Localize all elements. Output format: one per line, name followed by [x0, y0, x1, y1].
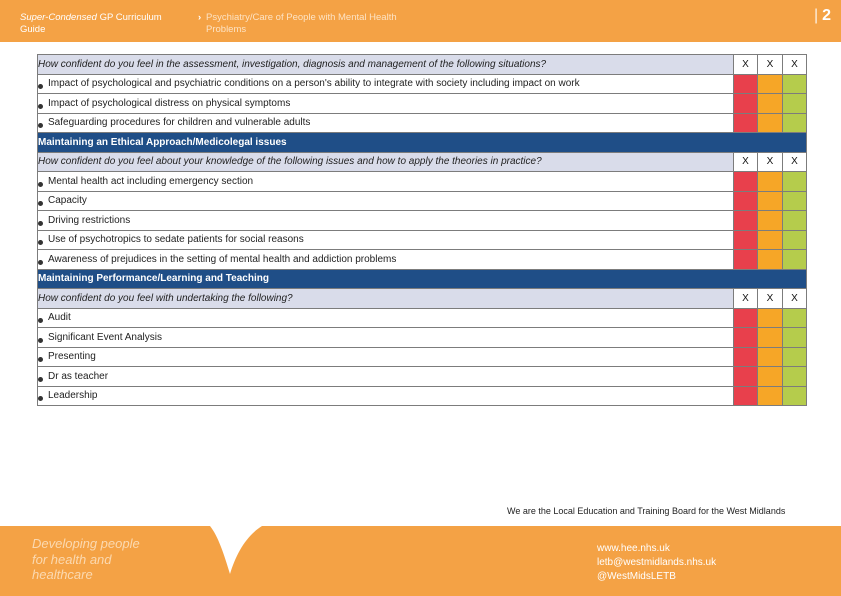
table-row — [38, 74, 807, 94]
red-rating-cell[interactable] — [734, 94, 758, 114]
item-label: Leadership — [48, 390, 98, 402]
question-text: How confident do you feel with undertaking the following? — [38, 289, 734, 309]
item-label: Audit — [48, 312, 71, 324]
green-rating-cell[interactable] — [783, 94, 807, 114]
table-row — [38, 113, 807, 133]
item-label: Safeguarding procedures for children and vulnerable adults — [48, 117, 311, 129]
red-rating-cell[interactable] — [734, 113, 758, 133]
table-row — [38, 211, 807, 231]
green-rating-cell[interactable] — [783, 172, 807, 192]
mark-amber-header: X — [758, 152, 783, 172]
table-row — [38, 191, 807, 211]
mark-amber-header: X — [758, 55, 783, 75]
mark-red-header: X — [734, 152, 758, 172]
amber-rating-cell[interactable] — [758, 94, 783, 114]
green-rating-cell[interactable] — [783, 386, 807, 406]
guide-title: Super-Condensed GP Curriculum Guide — [20, 12, 162, 35]
mark-green-header: X — [783, 55, 807, 75]
header-bar — [0, 0, 841, 42]
mark-green-header: X — [783, 152, 807, 172]
red-rating-cell[interactable] — [734, 347, 758, 367]
item-label: Capacity — [48, 195, 87, 207]
page-number: | 2 — [813, 7, 831, 24]
item-label: Presenting — [48, 351, 96, 363]
question-text: How confident do you feel in the assessment, investigation, diagnosis and management of the following situations? — [38, 55, 734, 75]
amber-rating-cell[interactable] — [758, 328, 783, 348]
bullet-icon — [38, 338, 43, 343]
amber-rating-cell[interactable] — [758, 367, 783, 387]
green-rating-cell[interactable] — [783, 74, 807, 94]
item-label: Impact of psychological and psychiatric conditions on a person's ability to integrate with society including impact on work — [48, 78, 580, 90]
table-row — [38, 250, 807, 270]
table-row — [38, 94, 807, 114]
red-rating-cell[interactable] — [734, 191, 758, 211]
item-label: Significant Event Analysis — [48, 331, 162, 343]
amber-rating-cell[interactable] — [758, 211, 783, 231]
letb-statement: We are the Local Education and Training Board for the West Midlands — [507, 506, 786, 516]
red-rating-cell[interactable] — [734, 172, 758, 192]
twitter-link[interactable]: @WestMidsLETB — [597, 571, 676, 582]
red-rating-cell[interactable] — [734, 211, 758, 231]
red-rating-cell[interactable] — [734, 328, 758, 348]
table-row — [38, 367, 807, 387]
table-row — [38, 308, 807, 328]
red-rating-cell[interactable] — [734, 308, 758, 328]
footer-slogan: Developing people for health and healthcare — [32, 536, 140, 582]
bullet-icon — [38, 201, 43, 206]
red-rating-cell[interactable] — [734, 230, 758, 250]
green-rating-cell[interactable] — [783, 250, 807, 270]
item-label: Impact of psychological distress on physical symptoms — [48, 97, 291, 109]
red-rating-cell[interactable] — [734, 367, 758, 387]
bullet-icon — [38, 182, 43, 187]
item-label: Dr as teacher — [48, 370, 109, 382]
bullet-icon — [38, 396, 43, 401]
mark-green-header: X — [783, 289, 807, 309]
red-rating-cell[interactable] — [734, 250, 758, 270]
mark-amber-header: X — [758, 289, 783, 309]
amber-rating-cell[interactable] — [758, 172, 783, 192]
bullet-icon — [38, 123, 43, 128]
footer-contacts — [597, 542, 716, 584]
green-rating-cell[interactable] — [783, 211, 807, 231]
question-text: How confident do you feel about your knowledge of the following issues and how to apply the theories in practice? — [38, 152, 734, 172]
amber-rating-cell[interactable] — [758, 74, 783, 94]
amber-rating-cell[interactable] — [758, 250, 783, 270]
green-rating-cell[interactable] — [783, 347, 807, 367]
table-row — [38, 328, 807, 348]
green-rating-cell[interactable] — [783, 367, 807, 387]
chevron-right-icon: › — [198, 12, 202, 23]
breadcrumb[interactable]: › Psychiatry/Care of People with Mental Health Problems — [198, 12, 397, 35]
section-header-row — [38, 269, 807, 289]
question-row — [38, 152, 807, 172]
amber-rating-cell[interactable] — [758, 347, 783, 367]
amber-rating-cell[interactable] — [758, 308, 783, 328]
confidence-table — [37, 54, 807, 406]
amber-rating-cell[interactable] — [758, 230, 783, 250]
bullet-icon — [38, 240, 43, 245]
table-row — [38, 230, 807, 250]
item-label: Driving restrictions — [48, 214, 131, 226]
section-header-row — [38, 133, 807, 153]
table-row — [38, 386, 807, 406]
amber-rating-cell[interactable] — [758, 386, 783, 406]
website-link[interactable]: www.hee.nhs.uk — [597, 543, 670, 554]
item-label: Use of psychotropics to sedate patients for social reasons — [48, 234, 304, 246]
red-rating-cell[interactable] — [734, 74, 758, 94]
green-rating-cell[interactable] — [783, 230, 807, 250]
section-title: Maintaining an Ethical Approach/Medicolegal issues — [38, 133, 807, 153]
green-rating-cell[interactable] — [783, 308, 807, 328]
bullet-icon — [38, 221, 43, 226]
table-row — [38, 347, 807, 367]
amber-rating-cell[interactable] — [758, 191, 783, 211]
table-row — [38, 172, 807, 192]
green-rating-cell[interactable] — [783, 191, 807, 211]
bullet-icon — [38, 260, 43, 265]
red-rating-cell[interactable] — [734, 386, 758, 406]
email-link[interactable]: letb@westmidlands.nhs.uk — [597, 557, 717, 568]
green-rating-cell[interactable] — [783, 328, 807, 348]
mark-red-header: X — [734, 55, 758, 75]
bullet-icon — [38, 318, 43, 323]
bullet-icon — [38, 357, 43, 362]
bullet-icon — [38, 377, 43, 382]
item-label: Mental health act including emergency section — [48, 175, 254, 187]
question-row — [38, 289, 807, 309]
section-title: Maintaining Performance/Learning and Teaching — [38, 269, 807, 289]
bullet-icon — [38, 84, 43, 89]
green-rating-cell[interactable] — [783, 113, 807, 133]
item-label: Awareness of prejudices in the setting of mental health and addiction problems — [48, 253, 397, 265]
bullet-icon — [38, 104, 43, 109]
mark-red-header: X — [734, 289, 758, 309]
amber-rating-cell[interactable] — [758, 113, 783, 133]
question-row — [38, 55, 807, 75]
